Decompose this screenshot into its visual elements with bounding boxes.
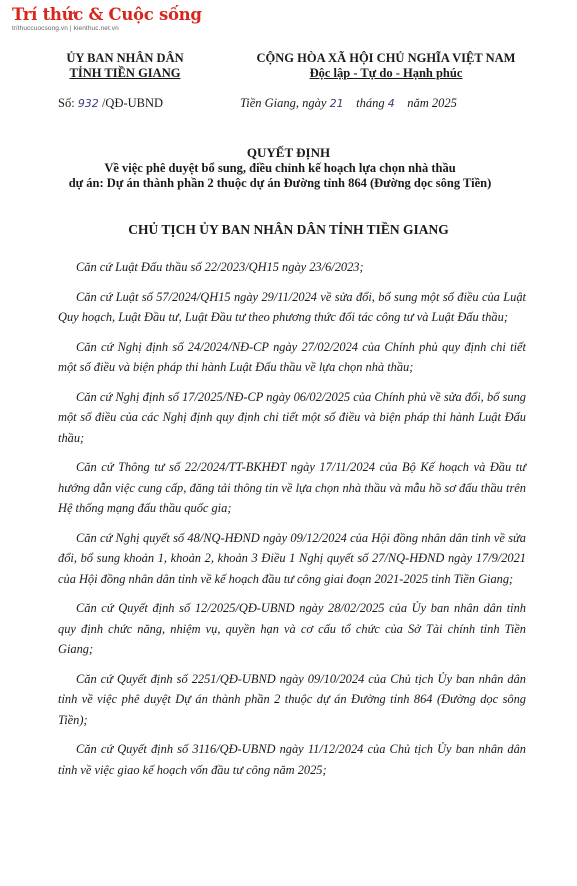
national-motto-block — [218, 51, 554, 81]
document-number-label: Số: — [58, 96, 75, 110]
date-prefix: Tiền Giang, ngày — [240, 96, 327, 110]
subtitle-line2: dự án: Dự án thành phần 2 thuộc dự án Đường tỉnh 864 (Đường dọc sông Tiền) — [68, 176, 492, 190]
date-month-label: tháng — [356, 96, 385, 110]
issuer-line1: ỦY BAN NHÂN DÂN — [66, 51, 184, 65]
date-month: 4 — [387, 97, 395, 110]
logo-text: Trí thức & Cuộc sống — [12, 5, 202, 24]
date-year: năm 2025 — [407, 96, 457, 110]
document-date — [240, 96, 457, 111]
legal-basis-paragraph: Căn cứ Thông tư số 22/2024/TT-BKHĐT ngày 17/11/2024 của Bộ Kế hoạch và Đầu tư hướng dẫn việc cung cấp, đăng tải thông tin về lựa chọn nhà thầu và mẫu hồ sơ đấu thầu trên Hệ thống mạng đấu thầu quốc gia; — [58, 460, 526, 515]
document-number-value: 932 — [77, 97, 99, 110]
authority-heading: CHỦ TỊCH ỦY BAN NHÂN DÂN TỈNH TIỀN GIANG — [128, 222, 449, 237]
legal-basis-paragraph: Căn cứ Luật Đấu thầu số 22/2023/QH15 ngày 23/6/2023; — [76, 260, 364, 274]
legal-basis-paragraph: Căn cứ Quyết định số 12/2025/QĐ-UBND ngày 28/02/2025 của Ủy ban nhân dân tỉnh quy định chức năng, nhiệm vụ, quyền hạn và cơ cấu tổ chức của Sở Tài chính tỉnh Tiền Giang; — [58, 601, 526, 656]
date-day: 21 — [329, 97, 344, 110]
legal-basis-paragraph: Căn cứ Quyết định số 2251/QĐ-UBND ngày 09/10/2024 của Chủ tịch Ủy ban nhân dân tỉnh về việc phê duyệt Dự án thành phần 2 thuộc dự án Đường tỉnh 864 (Đường dọc sông Tiền); — [58, 671, 526, 727]
legal-basis-paragraph: Căn cứ Quyết định số 3116/QĐ-UBND ngày 11/12/2024 của Chủ tịch Ủy ban nhân dân tỉnh về việc giao kế hoạch vốn đầu tư công năm 2025; — [58, 742, 526, 777]
document-body — [58, 257, 526, 789]
issuer-line2: TỈNH TIỀN GIANG — [69, 66, 181, 80]
legal-basis-paragraph: Căn cứ Nghị quyết số 48/NQ-HĐND ngày 09/12/2024 của Hội đồng nhân dân tỉnh về sửa đổi, bổ sung khoản 1, khoản 2, khoản 3 Điều 1 Nghị quyết số 27/NQ-HĐND ngày 17/9/2021 của Hội đồng nhân dân tỉnh về kế hoạch đầu tư công giai đoạn 2021-2025 tỉnh Tiền Giang; — [58, 530, 526, 586]
document-number — [58, 96, 163, 111]
legal-basis-paragraph: Căn cứ Luật số 57/2024/QH15 ngày 29/11/2024 về sửa đổi, bổ sung một số điều của Luật Quy hoạch, Luật Đầu tư, Luật Đầu tư theo phương thức đối tác công tư và Luật Đấu thầu; — [58, 289, 526, 324]
site-logo — [12, 5, 202, 32]
legal-basis-paragraph: Căn cứ Nghị định số 24/2024/NĐ-CP ngày 27/02/2024 của Chính phủ quy định chi tiết một số điều và biện pháp thi hành Luật Đấu thầu về lựa chọn nhà thầu; — [58, 339, 526, 374]
document-number-suffix: /QĐ-UBND — [101, 96, 164, 110]
motto: Độc lập - Tự do - Hạnh phúc — [309, 66, 463, 80]
document-title: QUYẾT ĐỊNH — [246, 145, 331, 160]
logo-subtext: trithuccuocsong.vn | kienthuc.net.vn — [12, 25, 119, 32]
issuer-block — [50, 51, 200, 81]
legal-basis-paragraph: Căn cứ Nghị định số 17/2025/NĐ-CP ngày 06/02/2025 của Chính phủ về sửa đổi, bổ sung một số điều của các Nghị định quy định chi tiết một số điều và biện pháp thi hành Luật Đấu thầu; — [58, 389, 526, 445]
country-name: CỘNG HÒA XÃ HỘI CHỦ NGHĨA VIỆT NAM — [256, 51, 516, 65]
subtitle-line1: Về việc phê duyệt bổ sung, điều chỉnh kế hoạch lựa chọn nhà thầu — [104, 161, 456, 175]
document-subtitle — [20, 161, 540, 191]
